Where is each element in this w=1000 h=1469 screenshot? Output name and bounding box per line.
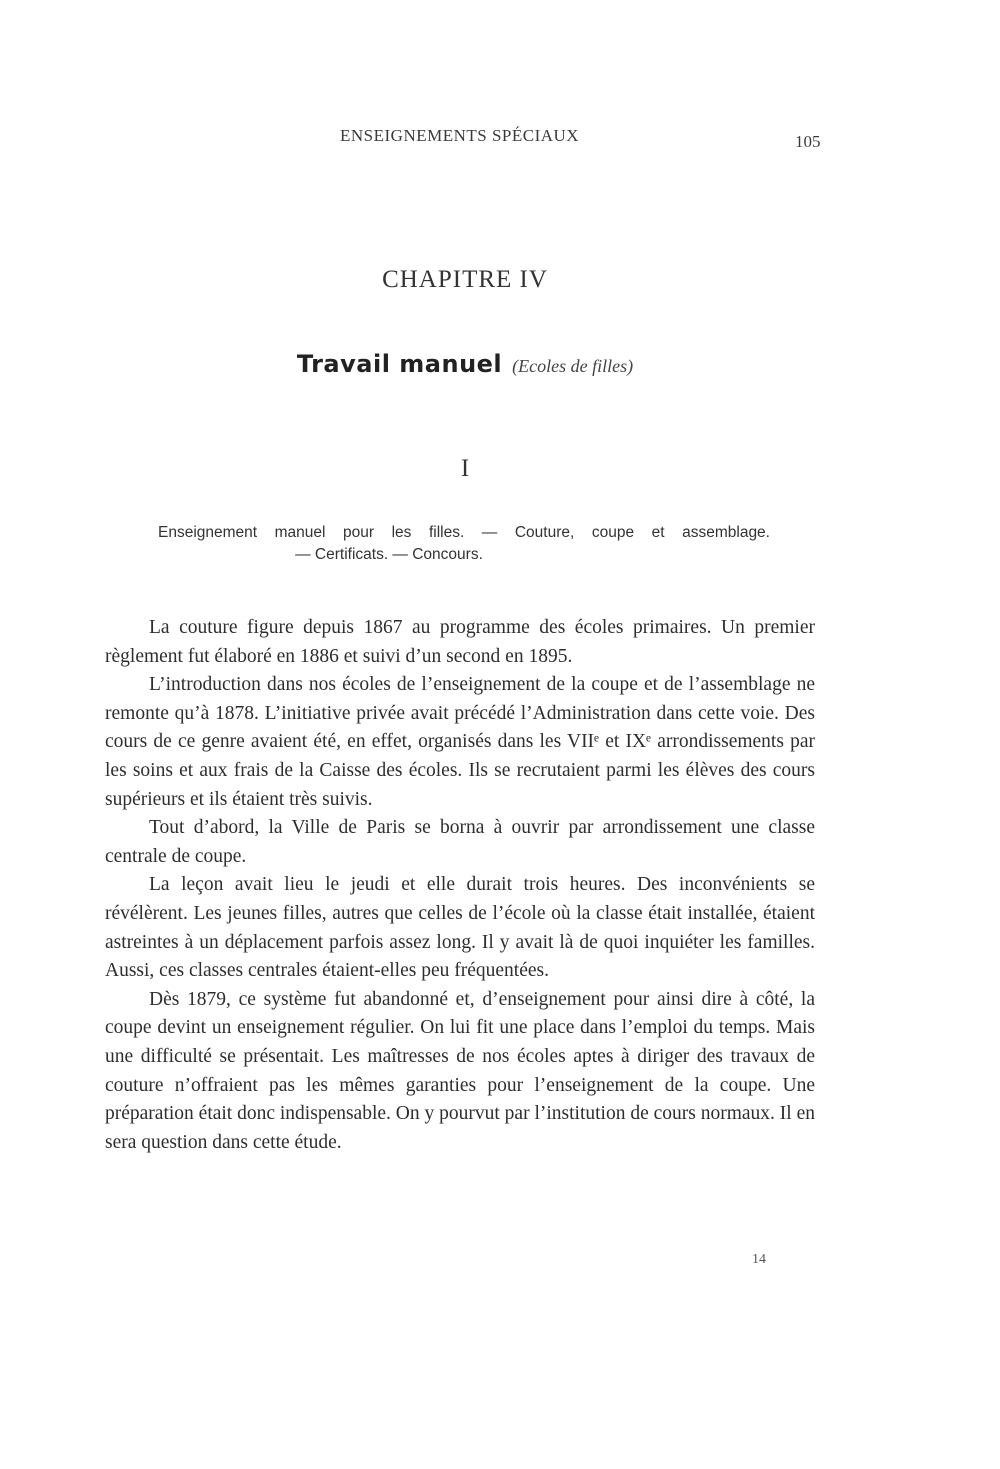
- chapter-title: CHAPITRE IV: [382, 266, 548, 293]
- section-heading-subtitle: (Ecoles de filles): [512, 356, 634, 376]
- paragraph: Tout d’abord, la Ville de Paris se borna à ouvrir par arrondissement une classe centrale de coupe.: [105, 817, 815, 867]
- paragraph: L’introduction dans nos écoles de l’enseignement de la coupe et de l’assemblage ne remonte qu’à 1878. L’initiative privée avait précédé l’Administration dans cette voie. Des cours de ce genre avaient été, en effet, organisés dans les VIIᵉ et IXᵉ arrondissements par les soins et aux frais de la Caisse des écoles. Ils se recrutaient parmi les élèves des cours supérieurs et ils étaient très suivis.: [105, 674, 815, 810]
- summary-line-2: — Certificats. — Concours.: [295, 546, 483, 563]
- summary-line-1: Enseignement manuel pour les filles. — Couture, coupe et assemblage.: [158, 524, 770, 541]
- page-number: 105: [795, 132, 821, 151]
- paragraph: Dès 1879, ce système fut abandonné et, d’enseignement pour ainsi dire à côté, la coupe devint un enseignement régulier. On lui fit une place dans l’emploi du temps. Mais une difficulté se présentait. Les maîtresses de nos écoles aptes à diriger des travaux de couture n’offraient pas les mêmes garanties pour l’enseignement de la coupe. Une préparation était donc indispensable. On y pourvut par l’institution de cours normaux. Il en sera question dans cette étude.: [105, 988, 815, 1153]
- body-text: [105, 614, 815, 1157]
- paragraph: La couture figure depuis 1867 au programme des écoles primaires. Un premier règlement fut élaboré en 1886 et suivi d’un second en 1895.: [105, 617, 815, 667]
- section-summary: [158, 522, 770, 566]
- section-heading: [0, 350, 930, 378]
- section-heading-main: Travail manuel: [296, 350, 503, 378]
- running-title: ENSEIGNEMENTS SPÉCIAUX: [340, 126, 580, 145]
- signature-mark: 14: [752, 1252, 766, 1267]
- paragraph: La leçon avait lieu le jeudi et elle durait trois heures. Des inconvénients se révélèrent. Les jeunes filles, autres que celles de l’école où la classe était installée, étaient astreintes à un déplacement parfois assez long. Il y avait là de quoi inquiéter les familles. Aussi, ces classes centrales étaient-elles peu fréquentées.: [105, 874, 815, 982]
- running-head: [0, 126, 1000, 150]
- section-number: I: [460, 455, 470, 482]
